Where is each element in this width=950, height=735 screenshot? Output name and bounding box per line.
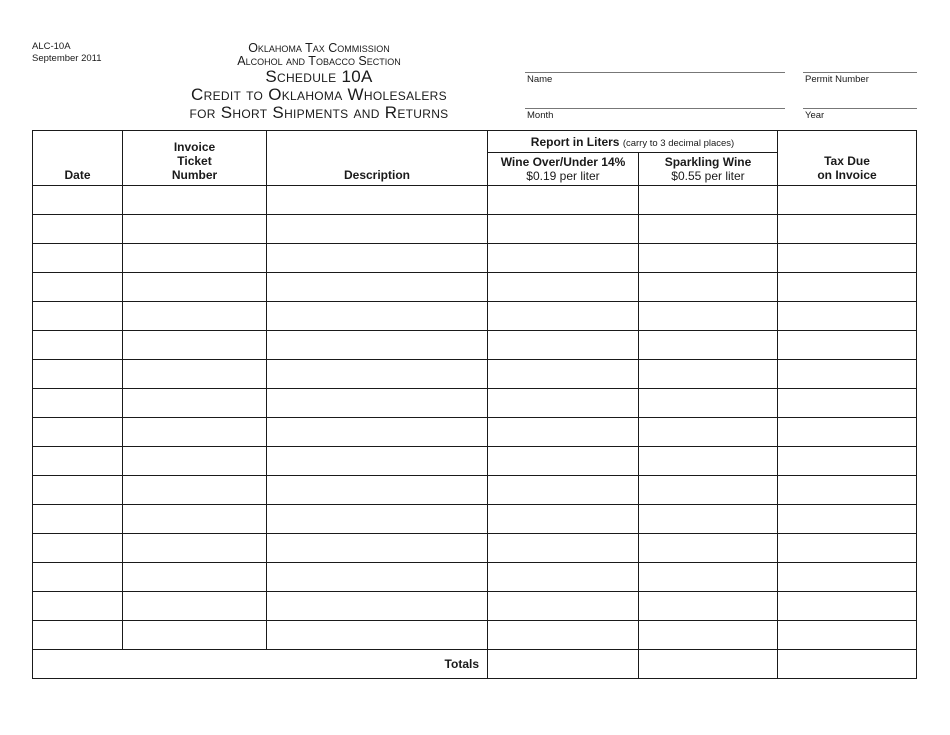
wine-cell[interactable] bbox=[488, 621, 639, 650]
wine-cell[interactable] bbox=[488, 418, 639, 447]
report-liters-label: Report in Liters bbox=[530, 134, 620, 149]
wine-label: Wine Over/Under 14% bbox=[500, 155, 626, 169]
sparkling-cell[interactable] bbox=[639, 621, 778, 650]
total-tax-cell[interactable] bbox=[778, 650, 917, 679]
sparkling-cell[interactable] bbox=[639, 273, 778, 302]
totals-label: Totals bbox=[33, 650, 488, 679]
invoice-cell[interactable] bbox=[123, 360, 267, 389]
sparkling-cell[interactable] bbox=[639, 186, 778, 215]
sparkling-cell[interactable] bbox=[639, 447, 778, 476]
date-cell[interactable] bbox=[33, 360, 123, 389]
total-sparkling-cell[interactable] bbox=[639, 650, 778, 679]
month-label: Month bbox=[527, 110, 554, 121]
invoice-cell[interactable] bbox=[123, 215, 267, 244]
table-row bbox=[33, 563, 917, 592]
invoice-header-line-2: Ticket bbox=[177, 154, 212, 168]
tax-header-line-2: on Invoice bbox=[817, 168, 877, 182]
sparkling-cell[interactable] bbox=[639, 215, 778, 244]
invoice-header-line-3: Number bbox=[171, 168, 218, 182]
wine-cell[interactable] bbox=[488, 244, 639, 273]
col-description: Description bbox=[267, 131, 488, 186]
date-cell[interactable] bbox=[33, 505, 123, 534]
schedule-title: Schedule 10A bbox=[265, 67, 373, 86]
date-cell[interactable] bbox=[33, 563, 123, 592]
description-cell[interactable] bbox=[267, 215, 488, 244]
tax-cell[interactable] bbox=[778, 389, 917, 418]
permit-number-label: Permit Number bbox=[805, 74, 869, 85]
wine-cell[interactable] bbox=[488, 563, 639, 592]
description-cell[interactable] bbox=[267, 273, 488, 302]
table-body bbox=[33, 186, 917, 650]
description-cell[interactable] bbox=[267, 563, 488, 592]
wine-cell[interactable] bbox=[488, 331, 639, 360]
sparkling-cell[interactable] bbox=[639, 592, 778, 621]
wine-cell[interactable] bbox=[488, 505, 639, 534]
wine-cell[interactable] bbox=[488, 273, 639, 302]
credit-table bbox=[32, 130, 917, 679]
date-cell[interactable] bbox=[33, 418, 123, 447]
month-field[interactable] bbox=[525, 108, 785, 109]
table-row bbox=[33, 360, 917, 389]
invoice-cell[interactable] bbox=[123, 418, 267, 447]
invoice-cell[interactable] bbox=[123, 447, 267, 476]
sparkling-cell[interactable] bbox=[639, 505, 778, 534]
tax-cell[interactable] bbox=[778, 505, 917, 534]
wine-cell[interactable] bbox=[488, 302, 639, 331]
sparkling-cell[interactable] bbox=[639, 418, 778, 447]
wine-rate: $0.19 per liter bbox=[526, 169, 600, 183]
invoice-cell[interactable] bbox=[123, 563, 267, 592]
description-cell[interactable] bbox=[267, 447, 488, 476]
table-row bbox=[33, 447, 917, 476]
tax-header-line-1: Tax Due bbox=[824, 154, 870, 168]
invoice-cell[interactable] bbox=[123, 273, 267, 302]
date-cell[interactable] bbox=[33, 302, 123, 331]
report-liters-note: (carry to 3 decimal places) bbox=[622, 137, 735, 149]
title-line-3: for Short Shipments and Returns bbox=[189, 103, 449, 122]
name-field[interactable] bbox=[525, 72, 785, 73]
title-line-2: Credit to Oklahoma Wholesalers bbox=[191, 85, 447, 104]
description-cell[interactable] bbox=[267, 186, 488, 215]
table-row bbox=[33, 273, 917, 302]
table-row bbox=[33, 302, 917, 331]
tax-cell[interactable] bbox=[778, 186, 917, 215]
col-date: Date bbox=[33, 131, 123, 186]
description-cell[interactable] bbox=[267, 534, 488, 563]
total-wine-cell[interactable] bbox=[488, 650, 639, 679]
invoice-header-line-1: Invoice bbox=[173, 140, 216, 154]
date-cell[interactable] bbox=[33, 331, 123, 360]
tax-cell[interactable] bbox=[778, 331, 917, 360]
tax-cell[interactable] bbox=[778, 244, 917, 273]
tax-cell[interactable] bbox=[778, 215, 917, 244]
date-cell[interactable] bbox=[33, 621, 123, 650]
wine-cell[interactable] bbox=[488, 447, 639, 476]
table-row bbox=[33, 186, 917, 215]
description-cell[interactable] bbox=[267, 331, 488, 360]
tax-cell[interactable] bbox=[778, 621, 917, 650]
year-field[interactable] bbox=[803, 108, 917, 109]
form-header bbox=[168, 41, 470, 122]
sparkling-cell[interactable] bbox=[639, 244, 778, 273]
year-label: Year bbox=[805, 110, 825, 121]
tax-cell[interactable] bbox=[778, 273, 917, 302]
report-liters-header bbox=[488, 131, 778, 153]
table-row bbox=[33, 476, 917, 505]
table-row bbox=[33, 621, 917, 650]
date-cell[interactable] bbox=[33, 273, 123, 302]
wine-cell[interactable] bbox=[488, 215, 639, 244]
agency-name: Oklahoma Tax Commission bbox=[248, 41, 390, 55]
table-row bbox=[33, 215, 917, 244]
description-cell[interactable] bbox=[267, 621, 488, 650]
description-cell[interactable] bbox=[267, 302, 488, 331]
wine-cell[interactable] bbox=[488, 389, 639, 418]
tax-cell[interactable] bbox=[778, 563, 917, 592]
tax-cell[interactable] bbox=[778, 447, 917, 476]
tax-cell[interactable] bbox=[778, 360, 917, 389]
table-row bbox=[33, 505, 917, 534]
sparkling-cell[interactable] bbox=[639, 534, 778, 563]
table-row bbox=[33, 331, 917, 360]
sparkling-rate: $0.55 per liter bbox=[671, 169, 745, 183]
invoice-cell[interactable] bbox=[123, 302, 267, 331]
invoice-cell[interactable] bbox=[123, 389, 267, 418]
form-number: ALC-10A bbox=[32, 41, 71, 52]
table-row bbox=[33, 418, 917, 447]
sparkling-cell[interactable] bbox=[639, 360, 778, 389]
form-identifier bbox=[32, 41, 102, 65]
table-row bbox=[33, 534, 917, 563]
date-cell[interactable] bbox=[33, 186, 123, 215]
col-sparkling bbox=[639, 153, 778, 186]
tax-cell[interactable] bbox=[778, 302, 917, 331]
invoice-cell[interactable] bbox=[123, 621, 267, 650]
table-row bbox=[33, 389, 917, 418]
col-wine bbox=[488, 153, 639, 186]
invoice-cell[interactable] bbox=[123, 592, 267, 621]
wine-cell[interactable] bbox=[488, 476, 639, 505]
description-cell[interactable] bbox=[267, 418, 488, 447]
date-cell[interactable] bbox=[33, 447, 123, 476]
description-cell[interactable] bbox=[267, 505, 488, 534]
description-cell[interactable] bbox=[267, 360, 488, 389]
table-row bbox=[33, 592, 917, 621]
agency-section: Alcohol and Tobacco Section bbox=[237, 54, 401, 68]
invoice-cell[interactable] bbox=[123, 331, 267, 360]
date-cell[interactable] bbox=[33, 244, 123, 273]
permit-number-field[interactable] bbox=[803, 72, 917, 73]
description-cell[interactable] bbox=[267, 592, 488, 621]
sparkling-cell[interactable] bbox=[639, 331, 778, 360]
date-cell[interactable] bbox=[33, 534, 123, 563]
date-cell[interactable] bbox=[33, 476, 123, 505]
invoice-cell[interactable] bbox=[123, 186, 267, 215]
date-cell[interactable] bbox=[33, 592, 123, 621]
wine-cell[interactable] bbox=[488, 592, 639, 621]
date-cell[interactable] bbox=[33, 389, 123, 418]
tax-cell[interactable] bbox=[778, 418, 917, 447]
wine-cell[interactable] bbox=[488, 186, 639, 215]
invoice-cell[interactable] bbox=[123, 534, 267, 563]
table-row bbox=[33, 244, 917, 273]
col-tax-due bbox=[778, 131, 917, 186]
col-invoice bbox=[123, 131, 267, 186]
invoice-cell[interactable] bbox=[123, 476, 267, 505]
sparkling-cell[interactable] bbox=[639, 389, 778, 418]
invoice-cell[interactable] bbox=[123, 505, 267, 534]
description-cell[interactable] bbox=[267, 244, 488, 273]
name-label: Name bbox=[527, 74, 553, 85]
tax-cell[interactable] bbox=[778, 592, 917, 621]
sparkling-label: Sparkling Wine bbox=[664, 155, 752, 169]
sparkling-cell[interactable] bbox=[639, 563, 778, 592]
sparkling-cell[interactable] bbox=[639, 476, 778, 505]
description-cell[interactable] bbox=[267, 389, 488, 418]
tax-cell[interactable] bbox=[778, 476, 917, 505]
tax-cell[interactable] bbox=[778, 534, 917, 563]
description-cell[interactable] bbox=[267, 476, 488, 505]
form-revision-date: September 2011 bbox=[32, 53, 102, 64]
wine-cell[interactable] bbox=[488, 360, 639, 389]
invoice-cell[interactable] bbox=[123, 244, 267, 273]
wine-cell[interactable] bbox=[488, 534, 639, 563]
date-cell[interactable] bbox=[33, 215, 123, 244]
sparkling-cell[interactable] bbox=[639, 302, 778, 331]
